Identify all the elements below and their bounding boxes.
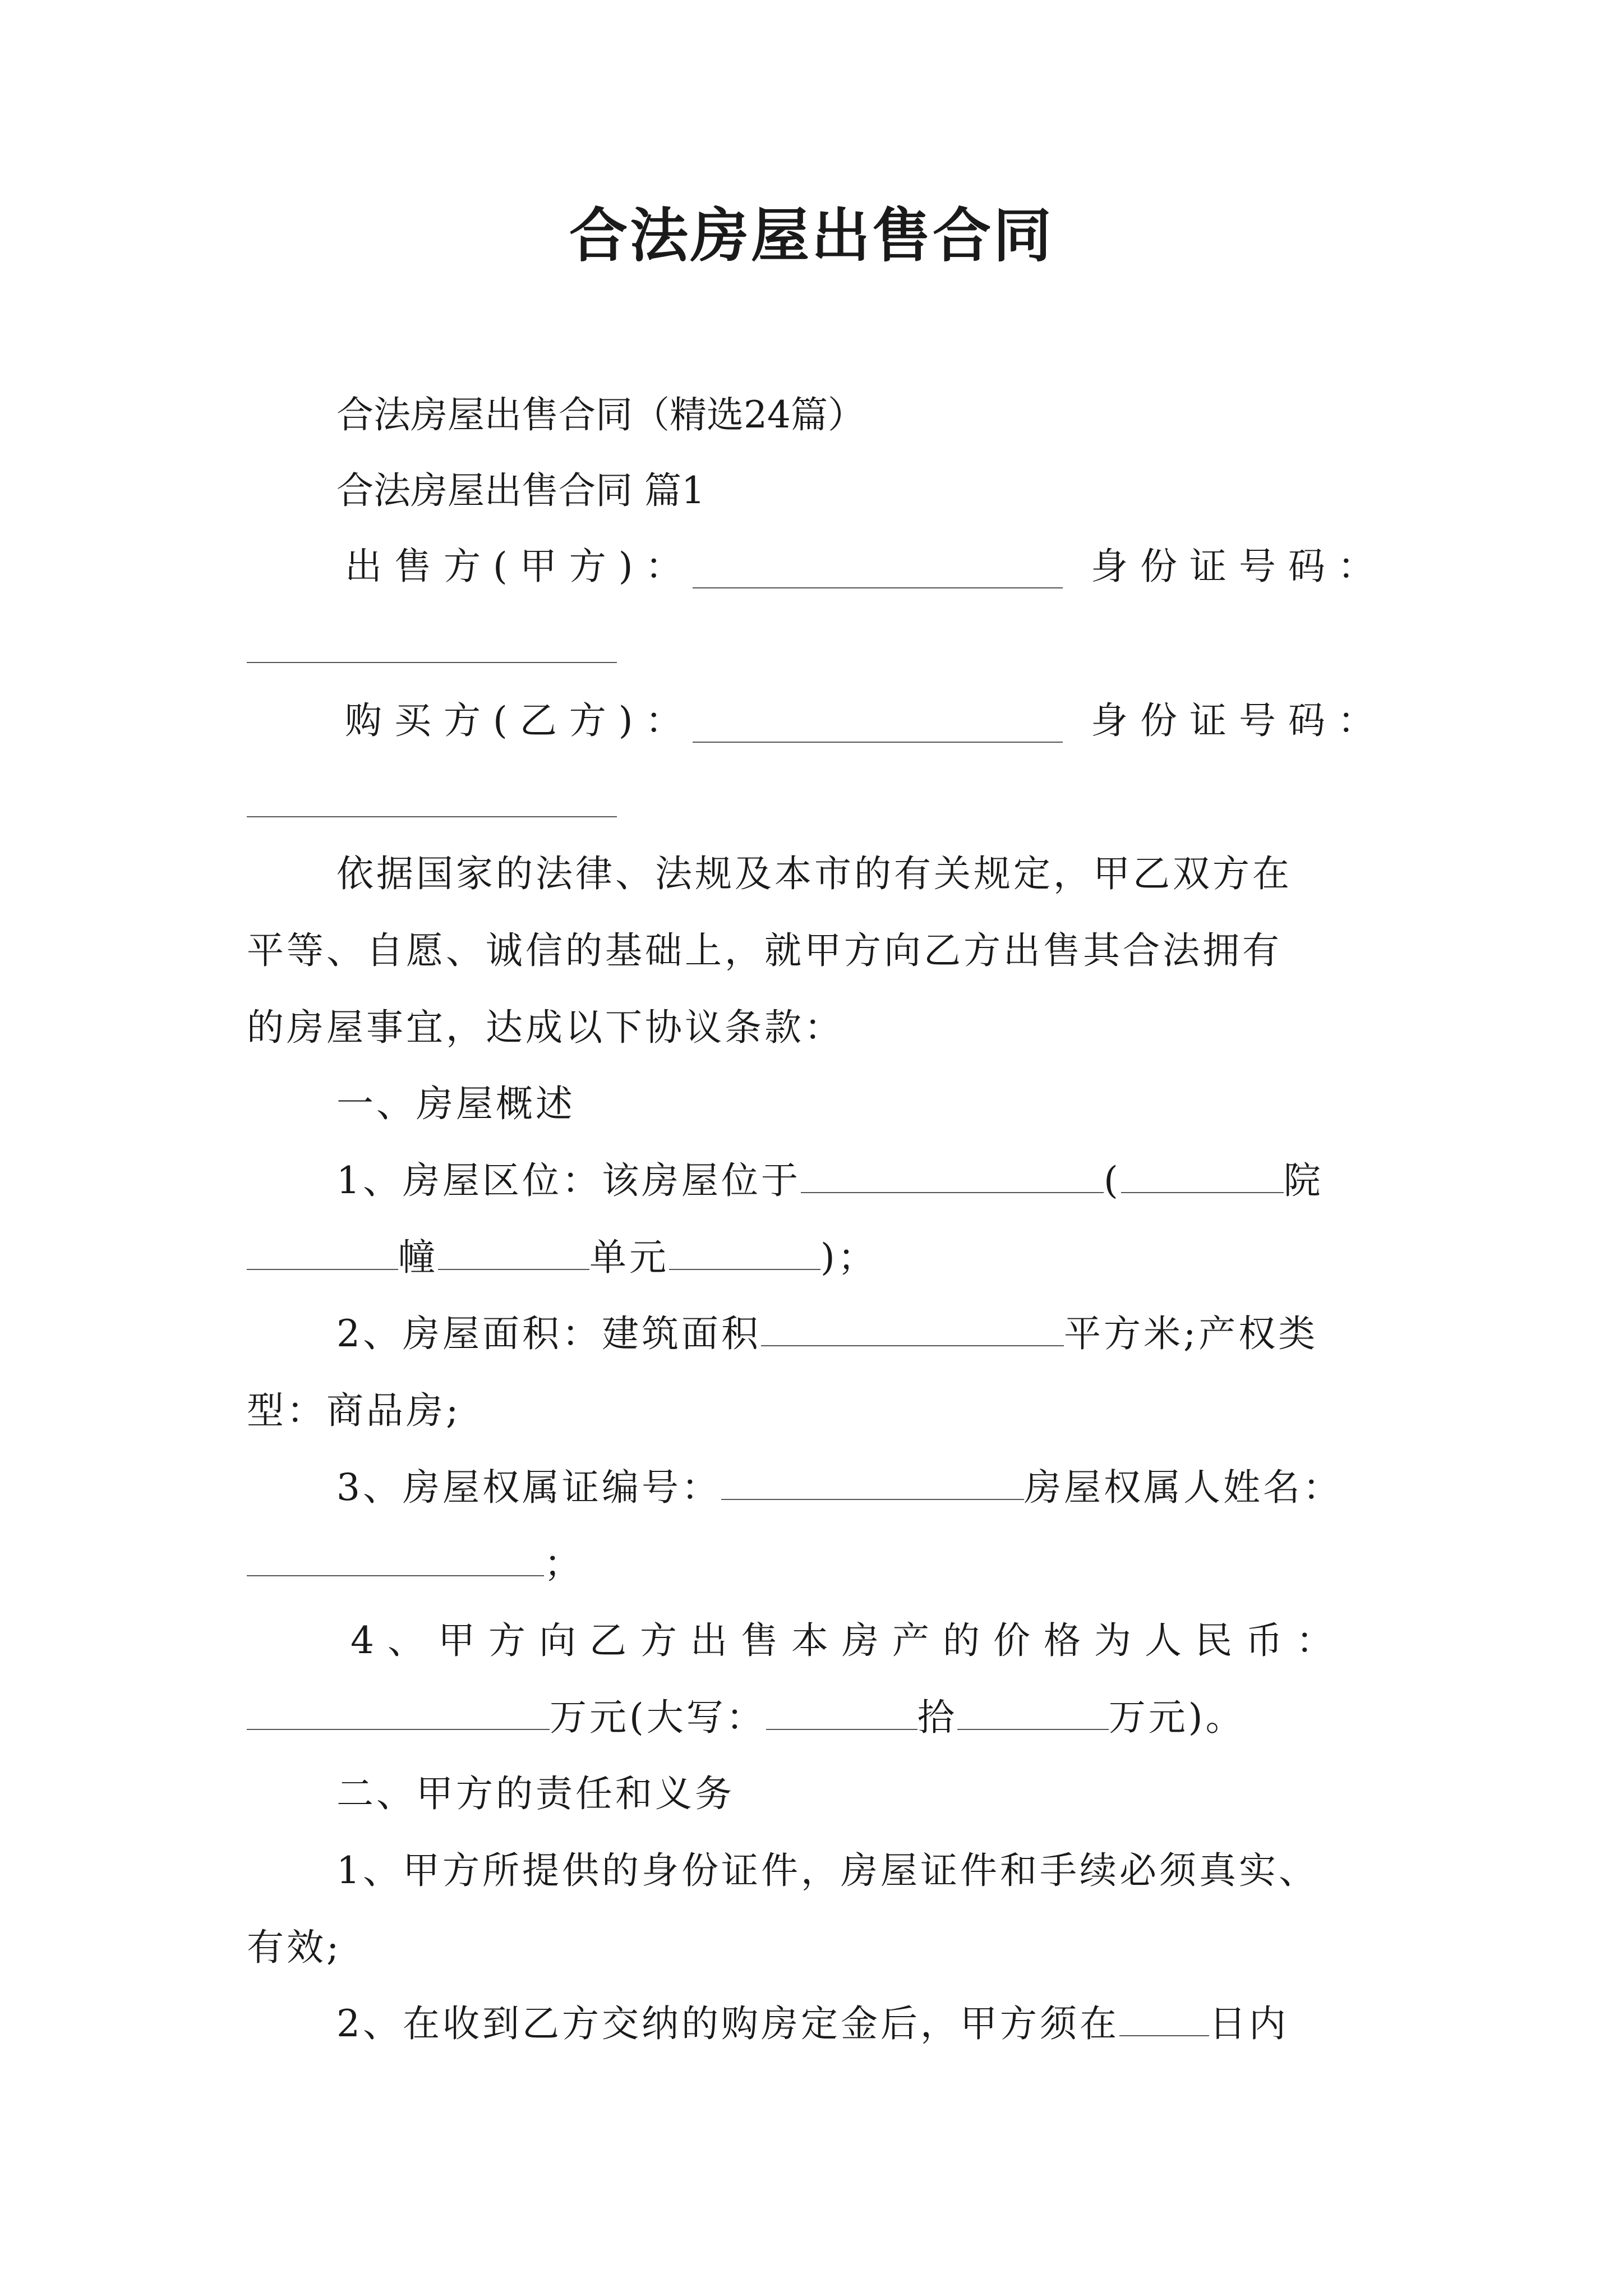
courtyard-blank [1121, 1158, 1284, 1193]
part1-item1-line2 [247, 1230, 878, 1286]
courtyard-label: 院 [1283, 1159, 1324, 1202]
seller-line [345, 539, 695, 595]
building-label: 幢 [398, 1236, 438, 1279]
buyer-line [345, 693, 695, 749]
unit-label: 单元 [589, 1236, 669, 1279]
location-open-paren: ( [1104, 1159, 1121, 1202]
seller-label: 出售方(甲方)： [345, 545, 695, 588]
location-blank [801, 1158, 1104, 1193]
seller-id-line [1091, 539, 1387, 595]
seller-id-blank [247, 661, 617, 663]
buyer-id-blank [247, 815, 617, 817]
price-ten-label: 拾 [917, 1696, 957, 1739]
intro-line-1: 依据国家的法律、法规及本市的有关规定，甲乙双方在 [336, 852, 1292, 895]
price-capital-blank-1 [766, 1695, 917, 1730]
area-label: 2、房屋面积：建筑面积 [336, 1312, 761, 1355]
owner-name-end: ； [544, 1542, 584, 1585]
price-end-label: 万元)。 [1108, 1696, 1246, 1739]
price-unit-label: 万元(大写： [550, 1696, 766, 1739]
part2-item1-line1: 1、甲方所提供的身份证件，房屋证件和手续必须真实、 [336, 1849, 1318, 1892]
room-blank [669, 1235, 820, 1270]
area-unit-label: 平方米;产权类 [1064, 1312, 1318, 1355]
buyer-name-blank [693, 740, 1063, 743]
deposit-label: 2、在收到乙方交纳的购房定金后，甲方须在 [336, 2002, 1119, 2045]
location-label: 1、房屋区位：该房屋位于 [336, 1159, 801, 1202]
part1-item2-line2: 型：商品房; [247, 1389, 462, 1432]
part1-item2-line1 [336, 1306, 1318, 1362]
part2-item2-line1 [336, 1996, 1289, 2052]
location-close-paren: )； [820, 1236, 878, 1279]
document-title: 合法房屋出售合同 [569, 201, 1054, 270]
part1-item4-line1: 4、甲方向乙方出售本房产的价格为人民币： [351, 1619, 1347, 1662]
days-label: 日内 [1209, 2002, 1289, 2045]
area-blank [761, 1312, 1064, 1346]
part1-item3-line1 [336, 1460, 1343, 1516]
cert-no-blank [721, 1465, 1024, 1500]
subtitle: 合法房屋出售合同（精选24篇） [336, 393, 865, 436]
intro-line-3: 的房屋事宜，达成以下协议条款： [247, 1006, 844, 1049]
buyer-id-line [1091, 693, 1387, 749]
part2-item1-line2: 有效; [247, 1926, 342, 1969]
part2-heading: 二、甲方的责任和义务 [336, 1772, 735, 1815]
part1-item1-line1 [336, 1153, 1324, 1209]
intro-line-2: 平等、自愿、诚信的基础上，就甲方向乙方出售其合法拥有 [247, 929, 1282, 972]
cert-no-label: 3、房屋权属证编号： [336, 1466, 721, 1509]
days-blank [1119, 2001, 1209, 2036]
seller-id-label: 身份证号码： [1091, 545, 1387, 588]
price-capital-blank-2 [957, 1695, 1109, 1730]
section-title: 合法房屋出售合同 篇1 [336, 469, 705, 512]
buyer-id-label: 身份证号码： [1091, 699, 1387, 742]
owner-name-blank [247, 1542, 544, 1576]
part1-heading: 一、房屋概述 [336, 1082, 575, 1125]
building-blank [247, 1235, 398, 1270]
price-blank [247, 1695, 550, 1730]
part1-item4-line2 [247, 1690, 1246, 1746]
part1-item3-line2 [247, 1536, 584, 1592]
buyer-label: 购买方(乙方)： [345, 699, 695, 742]
unit-blank [438, 1235, 589, 1270]
owner-name-label: 房屋权属人姓名： [1024, 1466, 1343, 1509]
seller-name-blank [693, 586, 1063, 588]
